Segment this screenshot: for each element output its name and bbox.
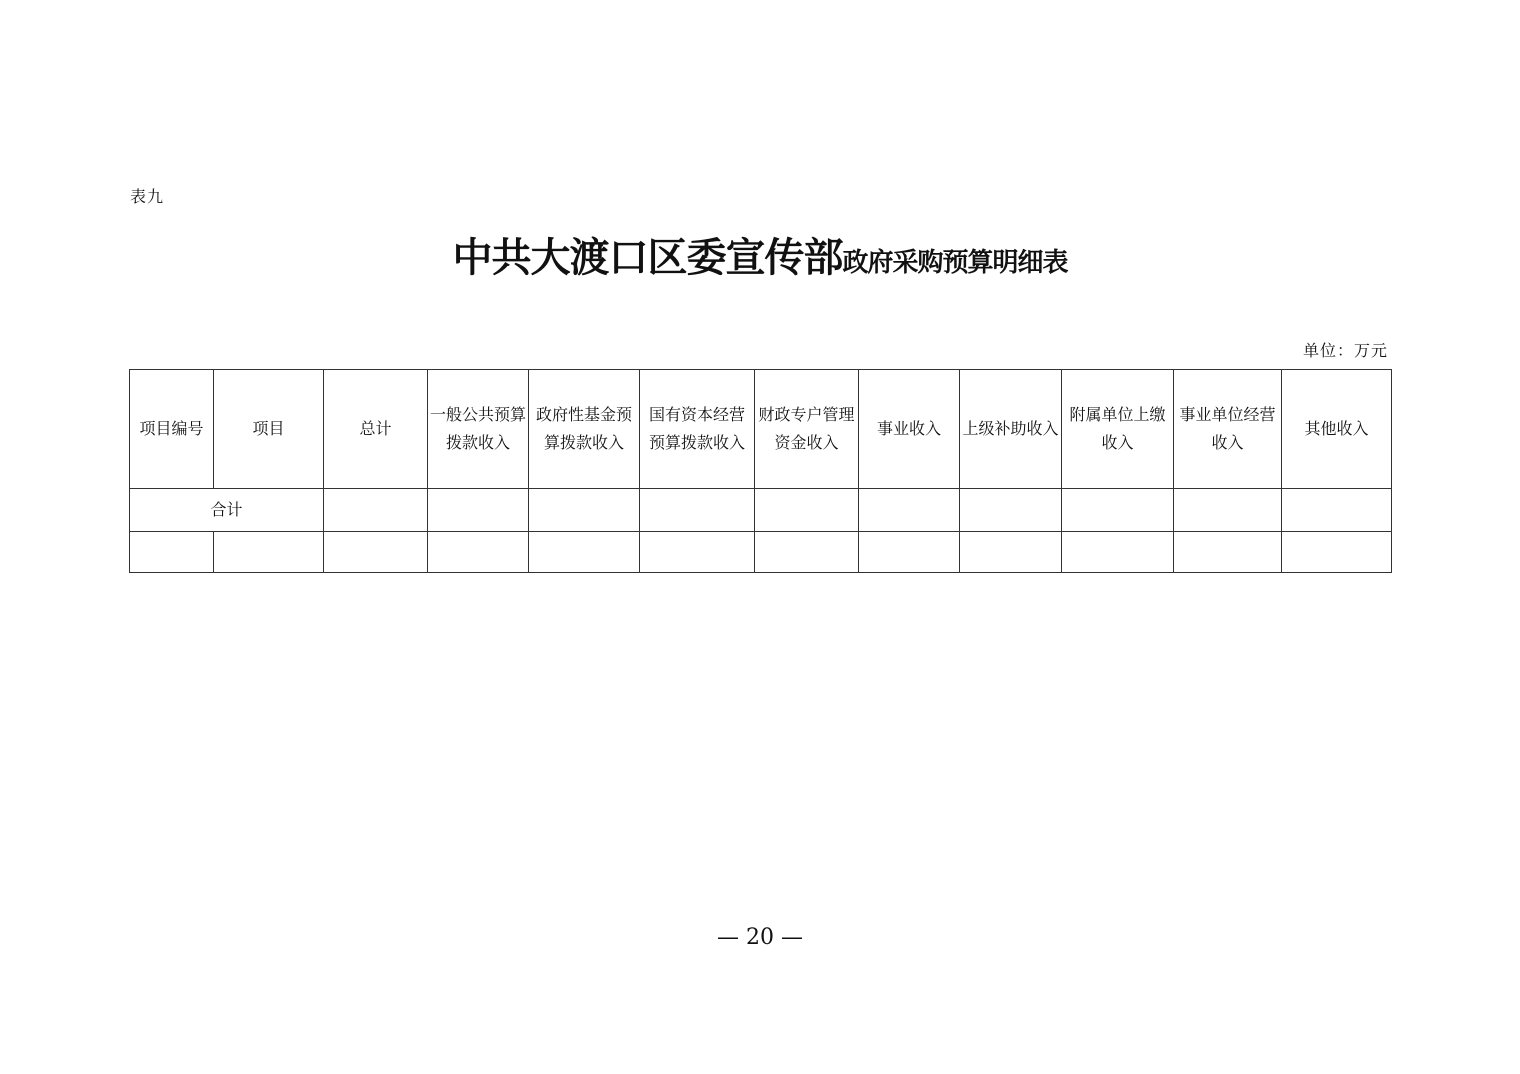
table-cell	[130, 532, 214, 573]
procurement-budget-table	[129, 369, 1392, 573]
table-cell	[960, 489, 1062, 532]
title-department: 中共大渡口区委宣传部	[452, 234, 843, 281]
table-cell	[859, 489, 960, 532]
table-cell	[859, 532, 960, 573]
table-cell	[1282, 489, 1392, 532]
table-cell	[755, 489, 859, 532]
table-cell	[428, 489, 529, 532]
table-cell	[324, 532, 428, 573]
header-cell: 一般公共预算拨款收入	[428, 370, 529, 489]
table-cell	[640, 532, 755, 573]
header-cell: 上级补助收入	[960, 370, 1062, 489]
title-subject: 政府采购预算明细表	[842, 248, 1068, 278]
header-cell: 附属单位上缴收入	[1062, 370, 1174, 489]
table-total-row	[130, 489, 1392, 532]
table-header-row	[130, 370, 1392, 489]
total-label-cell: 合计	[130, 489, 324, 532]
unit-label: 单位：万元	[1302, 341, 1388, 360]
header-cell: 政府性基金预算拨款收入	[529, 370, 640, 489]
table-cell	[755, 532, 859, 573]
header-cell: 总计	[324, 370, 428, 489]
page-number: — 20 —	[717, 925, 803, 950]
table-cell	[640, 489, 755, 532]
table-cell	[1174, 489, 1282, 532]
header-cell: 财政专户管理资金收入	[755, 370, 859, 489]
table-cell	[428, 532, 529, 573]
header-cell: 项目	[214, 370, 324, 489]
table-cell	[529, 532, 640, 573]
table-number-label: 表九	[130, 187, 165, 206]
table-cell	[529, 489, 640, 532]
table-cell	[1062, 489, 1174, 532]
header-cell: 事业收入	[859, 370, 960, 489]
table-cell	[1062, 532, 1174, 573]
table-cell	[1282, 532, 1392, 573]
table-cell	[214, 532, 324, 573]
table-cell	[960, 532, 1062, 573]
header-cell: 项目编号	[130, 370, 214, 489]
table-row	[130, 532, 1392, 573]
page-title	[0, 226, 1520, 283]
header-cell: 国有资本经营预算拨款收入	[640, 370, 755, 489]
table-cell	[324, 489, 428, 532]
header-cell: 事业单位经营收入	[1174, 370, 1282, 489]
header-cell: 其他收入	[1282, 370, 1392, 489]
table-cell	[1174, 532, 1282, 573]
